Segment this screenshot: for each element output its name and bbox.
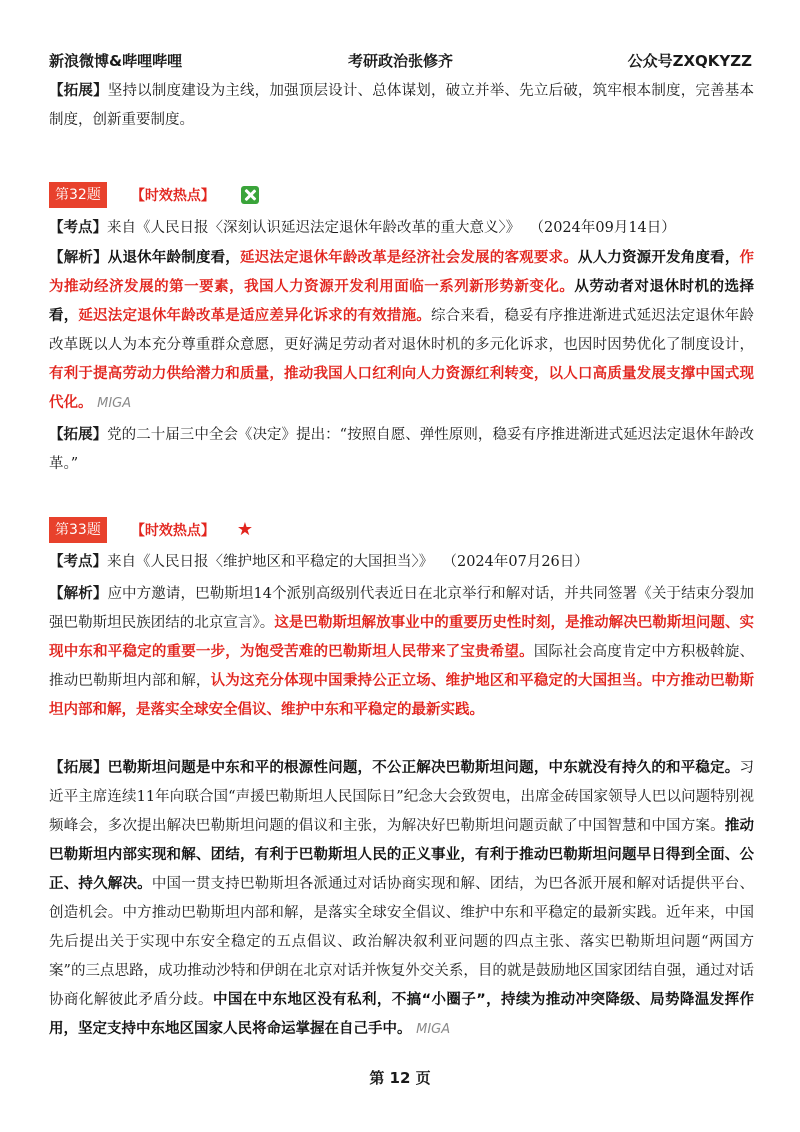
q32-jiexi-segment: 从劳动者对退休时机的选择看， bbox=[49, 279, 755, 324]
q32-jiexi-body bbox=[49, 250, 754, 411]
q33-kaodian bbox=[49, 548, 754, 577]
star-icon: ★ bbox=[236, 519, 253, 540]
q32-jiexi-segment: 作为推动经济发展的第一要素，我国人力资源开发利用面临一系列新形势新变化。 bbox=[49, 250, 755, 295]
q32-jiexi-segment: 从退休年龄制度看， bbox=[107, 250, 240, 266]
intro-extension bbox=[49, 77, 754, 135]
page-number: 第 12 页 bbox=[369, 1069, 431, 1087]
q33-kaodian-date: （2024年07月26日） bbox=[442, 554, 589, 570]
q32-jiexi-segment: 延迟法定退休年龄改革是经济社会发展的客观要求。 bbox=[240, 250, 578, 266]
q33-header bbox=[49, 517, 253, 543]
q32-hot-label: 【时效热点】 bbox=[130, 188, 215, 204]
q33-tuozhan bbox=[49, 754, 754, 1044]
q32-header bbox=[49, 182, 259, 208]
q32-tuozhan-text: 党的二十届三中全会《决定》提出：“按照自愿、弹性原则，稳妥有序推进渐进式延迟法定退休年龄改革。” bbox=[49, 427, 754, 472]
q33-tuozhan-segment: 中国在中东地区没有私利，不搞“小圈子”，持续为推动冲突降级、局势降温发挥作用，坚定支持中东地区国家人民将命运掌握在自己手中。 bbox=[49, 992, 754, 1037]
q32-kaodian-date: （2024年09月14日） bbox=[529, 220, 676, 236]
q33-jiexi bbox=[49, 580, 754, 725]
q33-tuozhan-segment: 中国一贯支持巴勒斯坦各派通过对话协商实现和解、团结，为巴各派开展和解对话提供平台、创造机会。中方推动巴勒斯坦内部和解，是落实全球安全倡议、维护中东和平稳定的最新实践。近年来，中国先后提出关于实现中东安全稳定的五点倡议、政治解决叙利亚问题的四点主张、落实巴勒斯坦问题“两国方案”的三点思路，成功推动沙特和伊朗在北京对话并恢复外交关系，目的就是鼓励地区国家团结自强，通过对话协商化解彼此矛盾分歧。 bbox=[49, 876, 754, 1008]
q33-number-badge: 第33题 bbox=[49, 517, 107, 543]
q32-jiexi bbox=[49, 244, 754, 418]
q32-kaodian bbox=[49, 214, 754, 243]
q32-jiexi-segment: 从人力资源开发角度看， bbox=[577, 250, 740, 266]
q32-jiexi-segment: 综合来看，稳妥有序推进渐进式延迟法定退休年龄改革既以人为本充分尊重群众意愿，更好满足劳动者对退休时机的多元化诉求，也因时因势优化了制度设计， bbox=[49, 308, 755, 353]
q33-jiexi-segment: 应中方邀请，巴勒斯坦14个派别高级别代表近日在北京举行和解对话，并共同签署《关于结束分裂加强巴勒斯坦民族团结的北京宣言》。 bbox=[49, 586, 755, 631]
q33-jiexi-body bbox=[49, 586, 754, 718]
cross-mark-icon bbox=[241, 186, 259, 204]
q33-jiexi-tag: 【解析】 bbox=[49, 586, 108, 602]
q32-kaodian-tag: 【考点】 bbox=[49, 220, 107, 236]
q33-tuozhan-body bbox=[49, 760, 754, 1037]
q33-kaodian-text: 来自《人民日报〈维护地区和平稳定的大国担当〉》 bbox=[107, 554, 434, 570]
q33-tuozhan-tag: 【拓展】 bbox=[49, 760, 108, 776]
header-author: 考研政治张修齐 bbox=[347, 52, 453, 70]
header-wechat-account: 公众号ZXQKYZZ bbox=[627, 52, 752, 70]
intro-extension-tag: 【拓展】 bbox=[49, 83, 108, 99]
q32-jiexi-tag: 【解析】 bbox=[49, 250, 108, 266]
q32-kaodian-text: 来自《人民日报〈深刻认识延迟法定退休年龄改革的重大意义〉》 bbox=[107, 220, 521, 236]
q32-tuozhan-tag: 【拓展】 bbox=[49, 427, 108, 443]
page-header bbox=[49, 50, 752, 74]
q33-tuozhan-segment: 推动巴勒斯坦内部实现和解、团结，有利于巴勒斯坦人民的正义事业，有利于推动巴勒斯坦问题早日得到全面、公正、持久解决。 bbox=[49, 818, 755, 892]
miga-signature: MIGA bbox=[97, 396, 132, 411]
intro-extension-text: 坚持以制度建设为主线，加强顶层设计、总体谋划，破立并举、先立后破，筑牢根本制度，完善基本制度，创新重要制度。 bbox=[49, 83, 754, 128]
q33-kaodian-tag: 【考点】 bbox=[49, 554, 107, 570]
header-weibo-bilibili: 新浪微博&哔哩哔哩 bbox=[49, 52, 183, 70]
q32-jiexi-segment: 延迟法定退休年龄改革是适应差异化诉求的有效措施。 bbox=[78, 308, 431, 324]
q33-tuozhan-segment: 习近平主席连续11年向联合国“声援巴勒斯坦人民国际日”纪念大会致贺电，出席金砖国家领导人巴以问题特别视频峰会，多次提出解决巴勒斯坦问题的倡议和主张，为解决好巴勒斯坦问题贡献了中国智慧和中国方案。 bbox=[49, 760, 754, 834]
miga-signature: MIGA bbox=[416, 1022, 451, 1037]
q33-jiexi-segment: 认为这充分体现中国秉持公正立场、维护地区和平稳定的大国担当。中方推动巴勒斯坦内部和解，是落实全球安全倡议、维护中东和平稳定的最新实践。 bbox=[49, 673, 754, 718]
q33-tuozhan-segment: 巴勒斯坦问题是中东和平的根源性问题，不公正解决巴勒斯坦问题，中东就没有持久的和平稳定。 bbox=[107, 760, 740, 776]
q32-number-badge: 第32题 bbox=[49, 182, 107, 208]
q33-jiexi-segment: 这是巴勒斯坦解放事业中的重要历史性时刻，是推动解决巴勒斯坦问题、实现中东和平稳定的重要一步，为饱受苦难的巴勒斯坦人民带来了宝贵希望。 bbox=[49, 615, 755, 660]
q33-jiexi-segment: 国际社会高度肯定中方积极斡旋、推动巴勒斯坦内部和解， bbox=[49, 644, 755, 689]
q32-tuozhan bbox=[49, 421, 754, 479]
q33-hot-label: 【时效热点】 bbox=[130, 523, 215, 539]
q32-jiexi-segment: 有利于提高劳动力供给潜力和质量，推动我国人口红利向人力资源红利转变，以人口高质量发展支撑中国式现代化。 bbox=[49, 366, 754, 411]
